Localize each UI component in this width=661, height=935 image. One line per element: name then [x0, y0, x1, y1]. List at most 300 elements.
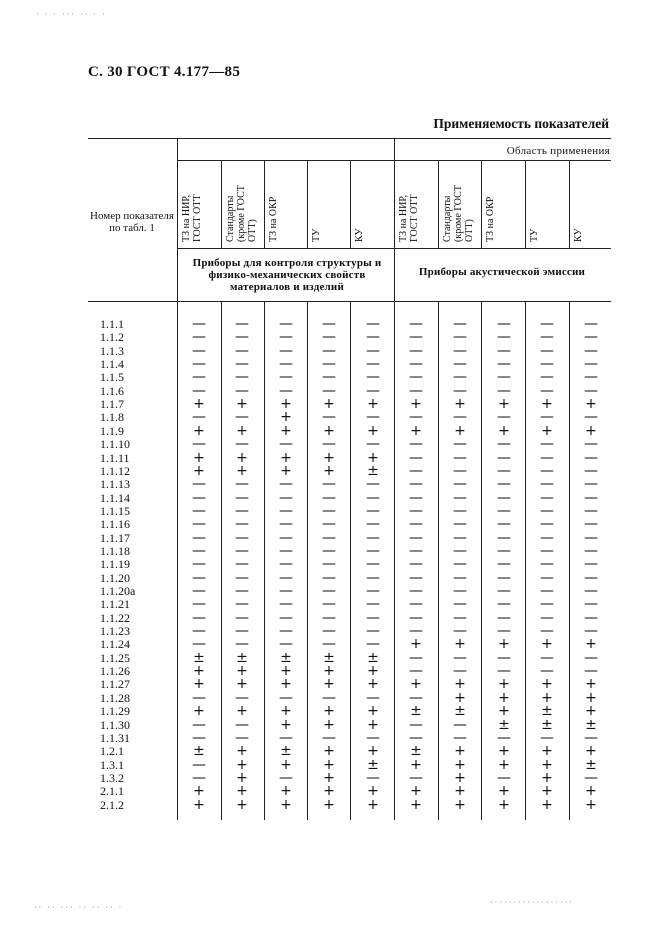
table-cell: +: [367, 716, 379, 733]
table-cell: ±: [367, 462, 379, 479]
table-cell: —: [497, 769, 511, 786]
scan-artifact-top: · · · ··· ·· · ·: [36, 10, 107, 19]
table-cell: —: [497, 529, 511, 546]
row-number: 1.1.23: [100, 624, 130, 639]
row-number: 1.1.15: [100, 503, 130, 518]
table-cell: +: [236, 396, 248, 413]
table-cell: —: [322, 609, 336, 626]
table-cell: —: [497, 583, 511, 599]
table-cell: —: [192, 609, 206, 626]
table-cell: —: [540, 649, 554, 666]
table-cell: ±: [454, 703, 466, 720]
table-cell: —: [366, 583, 380, 599]
table-cell: —: [409, 649, 423, 666]
row-number: 1.1.8: [100, 410, 124, 425]
table-cell: —: [235, 729, 249, 746]
table-cell: —: [409, 663, 423, 680]
row-number: 1.1.17: [100, 530, 130, 545]
table-cell: +: [323, 796, 335, 813]
table-cell: —: [584, 409, 598, 426]
table-cell: —: [235, 489, 249, 506]
table-cell: —: [192, 756, 206, 773]
table-cell: +: [280, 796, 292, 813]
table-cell: +: [367, 663, 379, 680]
row-number: 1.1.28: [100, 690, 130, 705]
table-cell: —: [235, 476, 249, 493]
table-cell: —: [366, 542, 380, 559]
table-cell: +: [323, 756, 335, 773]
table-cell: +: [193, 449, 205, 466]
table-cell: +: [541, 783, 553, 800]
table-cell: —: [497, 729, 511, 746]
table-cell: +: [280, 449, 292, 466]
table-cell: +: [193, 396, 205, 413]
table-cell: —: [497, 356, 511, 373]
table-cell: ±: [280, 743, 292, 760]
table-cell: —: [453, 449, 467, 466]
table-cell: +: [323, 716, 335, 733]
table-cell: +: [585, 636, 597, 653]
table-cell: +: [498, 422, 510, 439]
table-cell: —: [192, 636, 206, 653]
table-cell: —: [409, 583, 423, 599]
table-cell: ±: [541, 716, 553, 733]
table-cell: +: [323, 663, 335, 680]
table-cell: +: [367, 396, 379, 413]
table-cell: —: [497, 316, 511, 332]
row-number: 2.1.1: [100, 784, 124, 799]
table-cell: —: [279, 342, 293, 359]
table-cell: —: [366, 502, 380, 519]
table-cell: —: [453, 329, 467, 346]
row-number: 1.1.22: [100, 610, 130, 625]
table-cell: —: [497, 609, 511, 626]
table-cell: —: [279, 356, 293, 373]
table-cell: —: [584, 369, 598, 386]
table-cell: —: [322, 636, 336, 653]
table-cell: —: [366, 623, 380, 640]
table-cell: —: [584, 449, 598, 466]
table-cell: —: [453, 342, 467, 359]
table-cell: —: [453, 729, 467, 746]
table-cell: —: [235, 409, 249, 426]
table-cell: —: [192, 516, 206, 533]
table-cell: +: [410, 396, 422, 413]
table-cell: —: [584, 596, 598, 613]
table-cell: +: [454, 396, 466, 413]
table-cell: —: [540, 623, 554, 640]
table-cell: +: [236, 462, 248, 479]
row-number: 1.1.25: [100, 650, 130, 665]
table-cell: —: [584, 769, 598, 786]
column-divider: [438, 160, 439, 248]
table-cell: —: [322, 556, 336, 573]
row-number: 1.1.13: [100, 477, 130, 492]
table-cell: —: [322, 409, 336, 426]
table-cell: —: [584, 729, 598, 746]
table-top-rule: [88, 138, 611, 139]
table-cell: —: [366, 529, 380, 546]
table-cell: +: [454, 783, 466, 800]
table-cell: +: [280, 756, 292, 773]
table-cell: —: [497, 516, 511, 533]
table-cell: —: [584, 556, 598, 573]
table-cell: +: [323, 396, 335, 413]
column-divider: [394, 138, 395, 820]
table-cell: +: [541, 756, 553, 773]
table-cell: —: [409, 449, 423, 466]
table-cell: —: [366, 342, 380, 359]
table-cell: —: [497, 476, 511, 493]
table-cell: —: [497, 382, 511, 399]
scan-artifact-bottom-right: ··················: [490, 898, 574, 907]
table-cell: —: [584, 529, 598, 546]
table-cell: —: [497, 649, 511, 666]
table-cell: +: [541, 769, 553, 786]
row-number: 1.1.16: [100, 517, 130, 532]
column-divider: [264, 160, 265, 248]
table-cell: —: [235, 382, 249, 399]
table-cell: +: [410, 676, 422, 693]
table-cell: —: [279, 636, 293, 653]
table-cell: +: [323, 703, 335, 720]
table-cell: —: [322, 382, 336, 399]
table-cell: —: [453, 542, 467, 559]
table-cell: —: [279, 583, 293, 599]
row-number: 1.1.9: [100, 423, 124, 438]
table-cell: +: [498, 396, 510, 413]
table-cell: +: [454, 769, 466, 786]
table-cell: —: [235, 542, 249, 559]
table-cell: —: [497, 369, 511, 386]
table-cell: —: [322, 502, 336, 519]
table-cell: ±: [541, 703, 553, 720]
table-cell: —: [192, 342, 206, 359]
table-cell: —: [540, 556, 554, 573]
table-cell: —: [366, 316, 380, 332]
table-cell: —: [192, 569, 206, 586]
table-cell: —: [453, 649, 467, 666]
row-number: 1.1.30: [100, 717, 130, 732]
table-cell: —: [235, 609, 249, 626]
table-cell: —: [540, 569, 554, 586]
table-cell: +: [498, 756, 510, 773]
column-header: ТЗ на НИР, ГОСТ ОТТ: [398, 194, 420, 242]
table-cell: —: [235, 356, 249, 373]
table-cell: +: [585, 689, 597, 706]
table-cell: —: [453, 529, 467, 546]
table-cell: ±: [236, 649, 248, 666]
table-cell: +: [585, 743, 597, 760]
table-cell: —: [235, 342, 249, 359]
table-cell: +: [585, 676, 597, 693]
table-cell: —: [279, 316, 293, 332]
column-header: КУ: [573, 228, 584, 242]
table-cell: —: [453, 462, 467, 479]
table-cell: —: [584, 663, 598, 680]
table-cell: +: [193, 462, 205, 479]
row-number: 1.1.1: [100, 317, 124, 331]
table-cell: —: [235, 502, 249, 519]
table-cell: —: [409, 409, 423, 426]
table-cell: —: [192, 529, 206, 546]
table-cell: —: [366, 769, 380, 786]
row-number: 1.1.12: [100, 463, 130, 478]
table-cell: —: [453, 663, 467, 680]
column-divider: [177, 138, 178, 820]
row-number: 1.3.1: [100, 757, 124, 772]
area-label: Область применения: [506, 145, 610, 157]
row-number: 1.1.11: [100, 450, 130, 465]
table-cell: —: [584, 623, 598, 640]
table-cell: —: [540, 663, 554, 680]
table-cell: —: [322, 689, 336, 706]
table-cell: —: [322, 529, 336, 546]
table-cell: —: [453, 476, 467, 493]
table-cell: +: [323, 743, 335, 760]
table-cell: —: [192, 476, 206, 493]
row-number: 1.1.31: [100, 730, 130, 745]
table-cell: —: [409, 316, 423, 332]
table-cell: —: [409, 369, 423, 386]
table-cell: —: [366, 609, 380, 626]
table-cell: —: [279, 769, 293, 786]
table-cell: —: [366, 382, 380, 399]
table-cell: ±: [367, 649, 379, 666]
table-cell: +: [193, 663, 205, 680]
table-cell: +: [280, 703, 292, 720]
table-cell: +: [367, 676, 379, 693]
table-cell: —: [497, 409, 511, 426]
table-cell: +: [367, 422, 379, 439]
table-cell: —: [322, 329, 336, 346]
table-cell: —: [322, 342, 336, 359]
column-header: Стандарты (кроме ГОСТ ОТТ): [225, 185, 258, 242]
table-cell: +: [498, 703, 510, 720]
table-cell: —: [192, 583, 206, 599]
table-cell: —: [540, 316, 554, 332]
table-cell: —: [192, 316, 206, 332]
table-cell: ±: [193, 743, 205, 760]
table-cell: —: [366, 329, 380, 346]
row-number: 1.1.5: [100, 370, 124, 385]
table-cell: —: [192, 489, 206, 506]
table-cell: —: [279, 489, 293, 506]
row-number: 1.1.18: [100, 543, 130, 558]
table-cell: —: [584, 462, 598, 479]
table-cell: —: [453, 382, 467, 399]
table-cell: —: [279, 542, 293, 559]
table-cell: —: [192, 382, 206, 399]
table-cell: —: [322, 623, 336, 640]
table-cell: +: [367, 703, 379, 720]
table-cell: —: [192, 436, 206, 453]
table-cell: —: [235, 716, 249, 733]
table-cell: +: [236, 703, 248, 720]
table-cell: —: [322, 596, 336, 613]
row-number: 1.1.29: [100, 704, 130, 719]
table-cell: —: [322, 583, 336, 599]
table-cell: —: [192, 409, 206, 426]
table-cell: —: [192, 716, 206, 733]
column-divider: [481, 160, 482, 248]
table-cell: —: [279, 556, 293, 573]
table-cell: +: [323, 449, 335, 466]
table-cell: +: [236, 449, 248, 466]
row-number: 1.1.24: [100, 637, 130, 652]
page-header: С. 30 ГОСТ 4.177—85: [88, 64, 241, 80]
table-cell: +: [193, 703, 205, 720]
row-number: 1.1.6: [100, 383, 124, 398]
table-cell: —: [366, 409, 380, 426]
column-divider: [350, 160, 351, 248]
row-number: 1.1.21: [100, 597, 130, 612]
table-cell: +: [236, 783, 248, 800]
table-cell: —: [453, 502, 467, 519]
table-cell: +: [236, 796, 248, 813]
table-cell: —: [322, 569, 336, 586]
table-cell: —: [409, 476, 423, 493]
table-cell: —: [453, 356, 467, 373]
table-cell: —: [453, 609, 467, 626]
table-cell: +: [541, 676, 553, 693]
table-cell: +: [280, 462, 292, 479]
table-cell: —: [409, 329, 423, 346]
table-cell: —: [366, 489, 380, 506]
table-cell: +: [323, 769, 335, 786]
table-cell: —: [540, 542, 554, 559]
table-cell: +: [454, 756, 466, 773]
table-cell: —: [366, 356, 380, 373]
table-cell: —: [279, 516, 293, 533]
table-cell: —: [235, 529, 249, 546]
table-cell: —: [235, 583, 249, 599]
table-cell: —: [540, 583, 554, 599]
row-number: 1.1.14: [100, 490, 130, 505]
table-cell: —: [540, 382, 554, 399]
column-header: ТУ: [529, 228, 540, 242]
table-cell: —: [192, 729, 206, 746]
table-cell: +: [454, 422, 466, 439]
table-cell: —: [409, 716, 423, 733]
table-cell: ±: [410, 703, 422, 720]
table-cell: —: [235, 569, 249, 586]
table-cell: +: [323, 462, 335, 479]
table-cell: +: [585, 796, 597, 813]
table-cell: —: [540, 476, 554, 493]
table-cell: —: [366, 436, 380, 453]
table-cell: —: [540, 449, 554, 466]
table-cell: —: [540, 329, 554, 346]
table-cell: —: [322, 729, 336, 746]
table-cell: +: [498, 689, 510, 706]
table-cell: +: [541, 396, 553, 413]
table-cell: —: [497, 596, 511, 613]
column-divider: [221, 301, 222, 820]
table-cell: —: [540, 489, 554, 506]
column-header: ТЗ на НИР, ГОСТ ОТТ: [181, 194, 203, 242]
table-cell: —: [453, 489, 467, 506]
table-cell: +: [410, 636, 422, 653]
table-cell: +: [541, 743, 553, 760]
table-cell: —: [584, 583, 598, 599]
table-cell: —: [409, 729, 423, 746]
table-cell: —: [453, 369, 467, 386]
table-cell: —: [366, 569, 380, 586]
table-cell: +: [498, 796, 510, 813]
table-cell: —: [540, 529, 554, 546]
table-cell: —: [235, 316, 249, 332]
table-cell: —: [409, 609, 423, 626]
table-cell: —: [584, 436, 598, 453]
table-cell: —: [279, 569, 293, 586]
column-header: ТУ: [311, 228, 322, 242]
table-cell: —: [497, 502, 511, 519]
column-divider: [525, 160, 526, 248]
table-cell: —: [409, 596, 423, 613]
table-cell: +: [585, 422, 597, 439]
table-cell: —: [366, 369, 380, 386]
table-cell: —: [409, 569, 423, 586]
row-number: 1.1.7: [100, 397, 124, 412]
table-cell: —: [409, 556, 423, 573]
table-cell: —: [584, 649, 598, 666]
table-cell: +: [323, 676, 335, 693]
column-divider: [350, 301, 351, 820]
table-cell: +: [367, 743, 379, 760]
table-cell: —: [540, 596, 554, 613]
table-cell: —: [366, 636, 380, 653]
table-cell: —: [453, 583, 467, 599]
table-cell: —: [235, 516, 249, 533]
table-cell: —: [366, 476, 380, 493]
column-divider: [221, 160, 222, 248]
table-cell: +: [236, 743, 248, 760]
table-cell: —: [584, 382, 598, 399]
table-cell: —: [235, 596, 249, 613]
table-cell: —: [279, 529, 293, 546]
table-cell: —: [584, 342, 598, 359]
table-cell: —: [497, 663, 511, 680]
table-cell: +: [498, 743, 510, 760]
table-cell: —: [584, 316, 598, 332]
table-cell: —: [453, 516, 467, 533]
table-cell: —: [279, 502, 293, 519]
table-cell: —: [453, 596, 467, 613]
table-cell: —: [322, 489, 336, 506]
table-cell: —: [192, 596, 206, 613]
table-cell: —: [540, 356, 554, 373]
table-cell: —: [192, 542, 206, 559]
table-cell: —: [584, 476, 598, 493]
row-number: 1.2.1: [100, 744, 124, 759]
table-cell: —: [540, 409, 554, 426]
row-number: 2.1.2: [100, 797, 124, 812]
table-cell: —: [322, 476, 336, 493]
table-cell: —: [235, 369, 249, 386]
table-cell: —: [409, 356, 423, 373]
table-cell: —: [366, 596, 380, 613]
table-cell: —: [409, 542, 423, 559]
table-cell: +: [236, 663, 248, 680]
table-cell: +: [498, 676, 510, 693]
column-divider: [569, 160, 570, 248]
table-cell: —: [279, 382, 293, 399]
table-cell: +: [236, 422, 248, 439]
column-header: Стандарты (кроме ГОСТ ОТТ): [442, 185, 475, 242]
table-cell: —: [497, 436, 511, 453]
table-cell: —: [366, 689, 380, 706]
